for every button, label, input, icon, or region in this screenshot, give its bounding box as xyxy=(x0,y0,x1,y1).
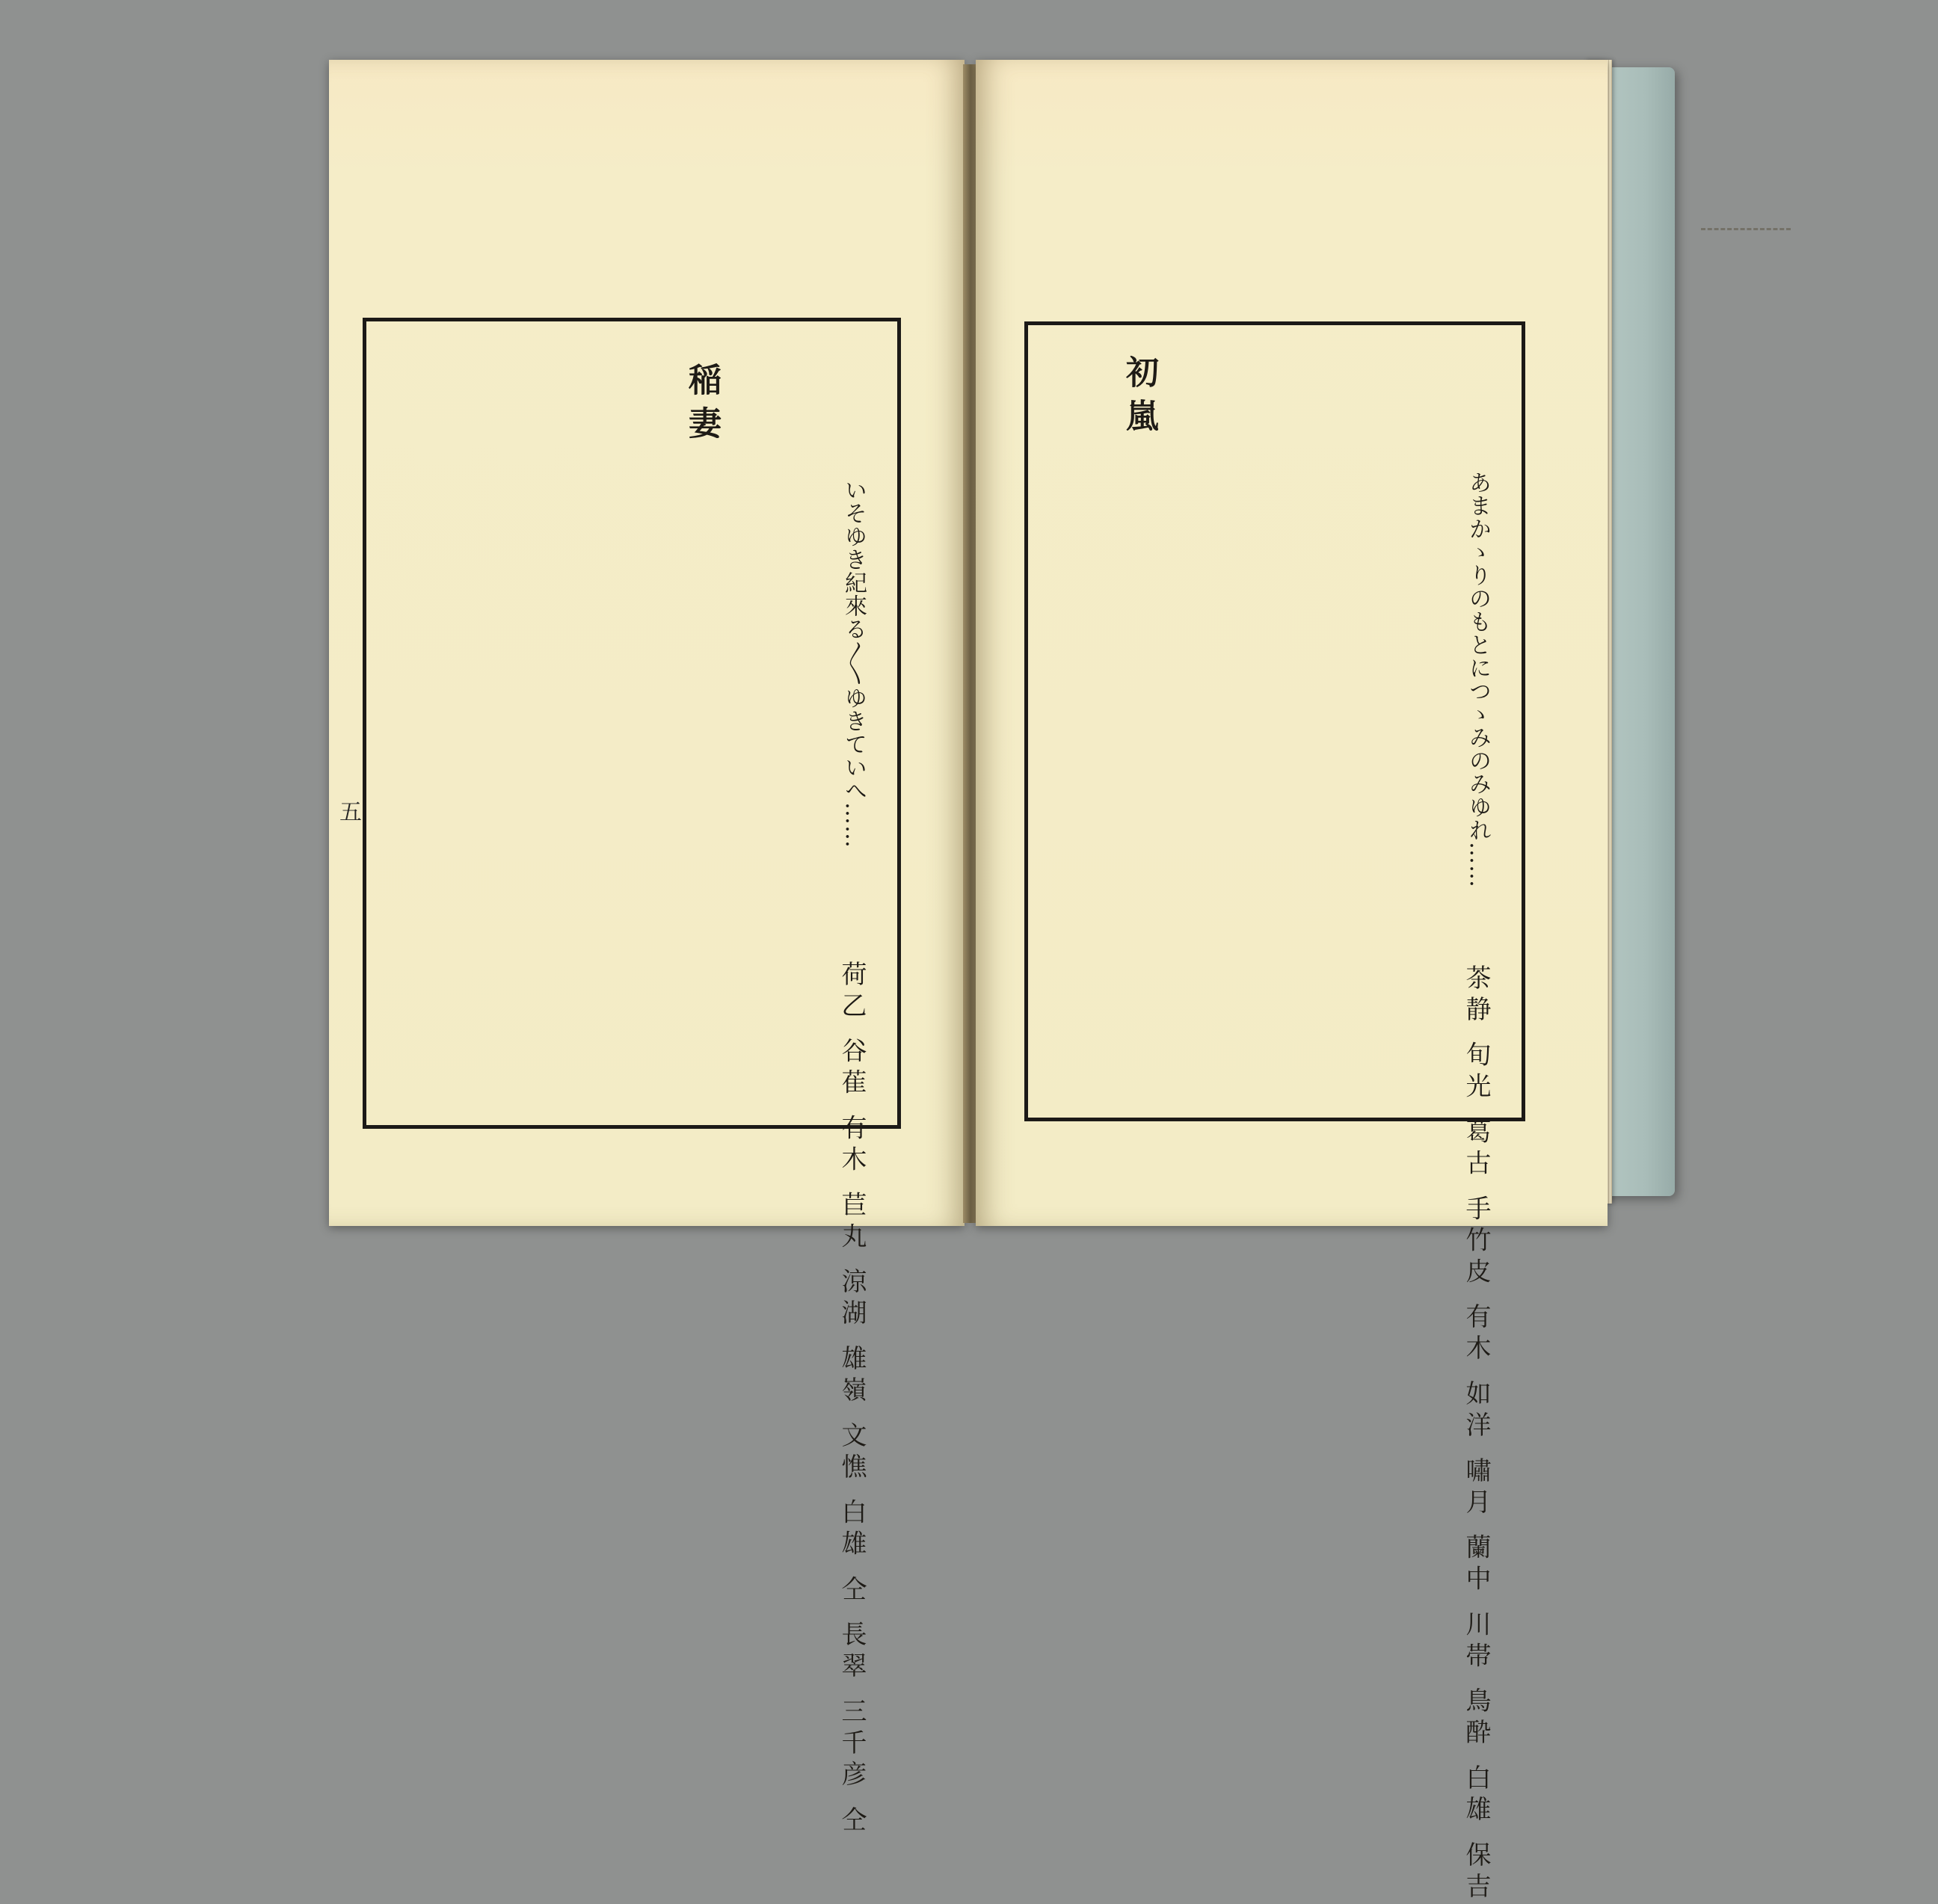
left-page-title: 稲妻 xyxy=(683,363,721,449)
author-name: 谷萑 xyxy=(837,1037,867,1100)
author-name: 如洋 xyxy=(1461,1380,1491,1444)
author-name: 仝 xyxy=(837,1575,867,1607)
author-name: 川帯 xyxy=(1461,1610,1491,1674)
author-name: 文憔 xyxy=(837,1421,867,1485)
author-name: 長翠 xyxy=(837,1621,867,1684)
author-name: 三千彦 xyxy=(837,1698,867,1793)
author-name: 保吉 xyxy=(1461,1840,1491,1904)
author-name: 白雄 xyxy=(1461,1764,1491,1828)
left-page-authors xyxy=(389,961,875,1837)
left-text-frame xyxy=(363,318,901,1837)
ink-smudge xyxy=(1701,228,1791,233)
author-name: 涼湖 xyxy=(837,1268,867,1331)
author-name: 葛古 xyxy=(1461,1118,1491,1181)
open-book xyxy=(329,52,1667,1904)
right-page-authors xyxy=(1050,964,1499,1904)
right-text-frame xyxy=(1024,321,1525,1904)
right-page-body: あまかゝりのもとにつゝみのみゆれ…… xyxy=(1465,471,1491,888)
author-name: 嘯月 xyxy=(1461,1456,1491,1520)
right-page-title: 初嵐 xyxy=(1120,355,1158,442)
author-name: 茶静 xyxy=(1461,964,1491,1027)
author-name: 苣丸 xyxy=(837,1191,867,1254)
left-page-body: いそゆき紀來る〳〵ゆきていへ…… xyxy=(840,478,867,848)
author-name: 荷乙 xyxy=(837,961,867,1023)
author-name: 手竹皮 xyxy=(1461,1195,1491,1290)
author-name: 白雄 xyxy=(837,1498,867,1562)
author-name: 仝 xyxy=(837,1805,867,1837)
left-page xyxy=(329,60,965,1837)
author-name: 有木 xyxy=(837,1114,867,1177)
author-name: 鳥酔 xyxy=(1461,1687,1491,1751)
folio-number: 五 xyxy=(335,800,361,822)
author-name: 雄嶺 xyxy=(837,1345,867,1408)
right-page xyxy=(976,60,1608,1904)
author-name: 旬光 xyxy=(1461,1041,1491,1104)
author-name: 蘭中 xyxy=(1461,1533,1491,1597)
author-name: 有木 xyxy=(1461,1303,1491,1367)
